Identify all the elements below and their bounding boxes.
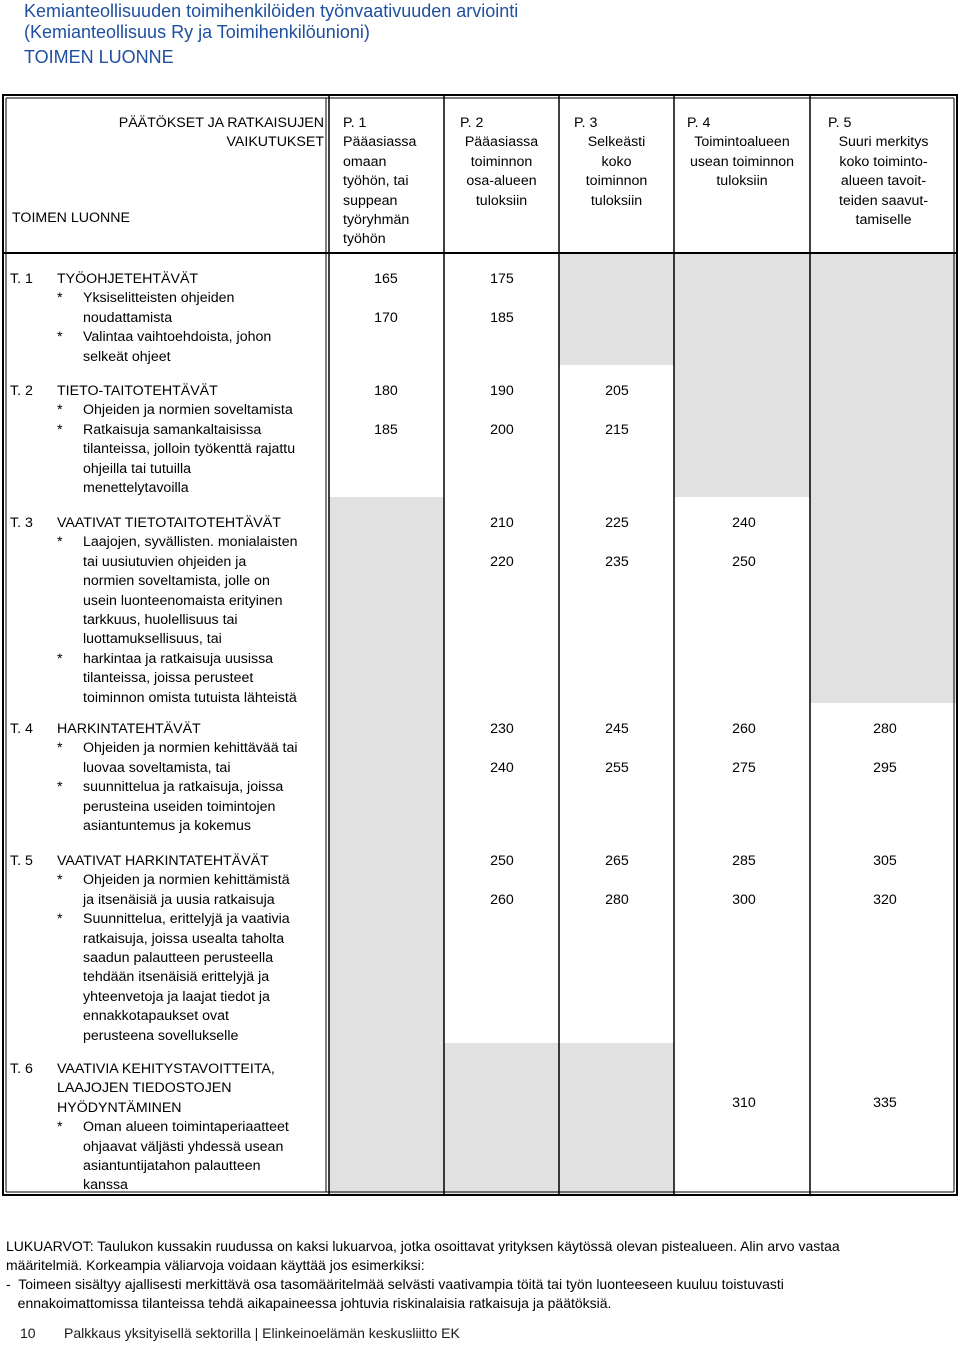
point-value: 250 bbox=[490, 853, 514, 869]
header-corner-line: PÄÄTÖKSET JA RATKAISUJEN bbox=[118, 115, 324, 131]
header-column-line: usean toiminnon bbox=[689, 153, 795, 170]
shaded-cell bbox=[810, 497, 957, 703]
row-item-text: ratkaisuja, joissa usealta taholta bbox=[83, 930, 285, 947]
row-description bbox=[57, 514, 298, 708]
row-item-text: ohjaavat väljästi yhdessä usean bbox=[83, 1138, 284, 1155]
row-item-line bbox=[57, 669, 298, 688]
point-value: 230 bbox=[490, 721, 514, 737]
row-item-text: ja itsenäisiä ja uusia ratkaisuja bbox=[83, 891, 275, 908]
shaded-cell bbox=[329, 1043, 444, 1195]
row-title: LAAJOJEN TIEDOSTOJEN bbox=[57, 1080, 232, 1097]
header-column-code: P. 1 bbox=[343, 115, 367, 131]
page-number: 10 bbox=[20, 1325, 36, 1341]
row-item-line bbox=[57, 949, 290, 968]
row-title: VAATIVAT TIETOTAITOTEHTÄVÄT bbox=[57, 515, 281, 531]
row-item-text: tilanteissa, jolloin työkenttä rajattu bbox=[83, 441, 296, 458]
header-column-p3 bbox=[559, 114, 674, 211]
row-item-text: yhteenvetoja ja laajat tiedot ja bbox=[83, 988, 270, 1005]
point-value: 275 bbox=[732, 760, 756, 776]
point-value: 240 bbox=[732, 515, 756, 531]
row-description bbox=[57, 1060, 289, 1196]
row-item-line bbox=[57, 460, 295, 479]
point-value: 255 bbox=[605, 760, 629, 776]
shaded-cell bbox=[674, 365, 810, 497]
row-item-text: kanssa bbox=[83, 1177, 128, 1194]
page-footer bbox=[20, 1325, 460, 1341]
row-item-text: Valintaa vaihtoehdoista, johon bbox=[83, 329, 272, 346]
header-column-code: P. 3 bbox=[574, 115, 598, 131]
shaded-cell bbox=[810, 253, 957, 365]
legend-line-3: - Toimeen sisältyy ajallisesti merkittävä osa tasomääritelmää selvästi vaativampia töitä tai työn luonteeseen kuuluu toistuvasti bbox=[6, 1276, 784, 1292]
row-item-line bbox=[57, 1118, 289, 1137]
row-item-text: normien soveltamista, jolle on bbox=[83, 573, 270, 590]
row-item-text: noudattamista bbox=[83, 309, 173, 326]
row-item-text: luottamuksellisuus, tai bbox=[83, 631, 222, 648]
row-item-text: asiantuntemus ja kokemus bbox=[83, 818, 251, 835]
header-corner-top bbox=[92, 114, 324, 153]
header-column-line: tamiselle bbox=[855, 212, 912, 229]
row-title: VAATIVAT HARKINTATEHTÄVÄT bbox=[57, 853, 269, 869]
point-value: 190 bbox=[490, 383, 514, 399]
row-code: T. 1 bbox=[10, 271, 33, 287]
row-item-line bbox=[57, 778, 298, 797]
bullet-marker: * bbox=[57, 740, 63, 757]
row-item-text: luovaa soveltamista, tai bbox=[83, 759, 231, 776]
shaded-cell bbox=[444, 1043, 559, 1195]
row-code: T. 3 bbox=[10, 515, 33, 531]
point-value: 245 bbox=[605, 721, 629, 737]
point-value: 215 bbox=[605, 422, 629, 438]
legend-line-2: määritelmiä. Korkeampia väliarvoja voidaan käyttää jos esimerkiksi: bbox=[6, 1257, 425, 1273]
row-description bbox=[57, 720, 298, 836]
point-value: 170 bbox=[374, 310, 398, 326]
row-item-text: Ohjeiden ja normien soveltamista bbox=[83, 402, 293, 419]
bullet-marker: * bbox=[57, 1119, 63, 1136]
shaded-cell bbox=[810, 365, 957, 497]
header-column-line: tuloksiin bbox=[475, 192, 528, 209]
row-item-line bbox=[57, 1176, 289, 1195]
shaded-cell bbox=[329, 835, 444, 1043]
point-value: 220 bbox=[490, 554, 514, 570]
header-corner-line: VAIKUTUKSET bbox=[226, 134, 324, 151]
shaded-cell bbox=[559, 1043, 674, 1195]
header-column-line: toiminnon bbox=[470, 153, 533, 170]
row-item-text: suunnittelua ja ratkaisuja, joissa bbox=[83, 779, 284, 796]
shaded-cell bbox=[559, 253, 674, 365]
point-value: 185 bbox=[374, 422, 398, 438]
row-item-line bbox=[57, 553, 298, 572]
row-item-text: tilanteissa, joissa perusteet bbox=[83, 670, 254, 687]
row-item-line bbox=[57, 572, 298, 591]
bullet-marker: * bbox=[57, 534, 63, 551]
row-item-line bbox=[57, 440, 295, 459]
header-column-p5 bbox=[810, 114, 957, 230]
point-value: 280 bbox=[605, 892, 629, 908]
row-item-text: Yksiselitteisten ohjeiden bbox=[83, 290, 235, 307]
row-item-text: perusteena sovellukselle bbox=[83, 1027, 239, 1044]
row-item-text: ohjeilla tai tutuilla bbox=[83, 460, 192, 477]
header-column-line: koko toiminto- bbox=[839, 153, 928, 170]
shaded-cell bbox=[329, 497, 444, 703]
row-item-text: selkeät ohjeet bbox=[83, 348, 171, 365]
header-column-code: P. 4 bbox=[687, 115, 711, 131]
row-item-line bbox=[57, 479, 295, 498]
row-item-text: tai uusiutuvien ohjeiden ja bbox=[83, 553, 247, 570]
document-subtitle: (Kemianteollisuus Ry ja Toimihenkilöunioni) bbox=[24, 22, 370, 42]
row-item-line bbox=[57, 871, 290, 890]
point-value: 305 bbox=[873, 853, 897, 869]
point-value: 295 bbox=[873, 760, 897, 776]
row-description bbox=[57, 852, 290, 1046]
row-item-text: Ohjeiden ja normien kehittämistä bbox=[83, 872, 290, 889]
header-column-code: P. 5 bbox=[828, 115, 852, 131]
row-code: T. 5 bbox=[10, 853, 33, 869]
header-column-line: osa-alueen bbox=[466, 173, 537, 190]
row-item-text: saadun palautteen perusteella bbox=[83, 950, 274, 967]
header-column-p1 bbox=[343, 114, 416, 250]
header-column-line: suppean bbox=[343, 192, 398, 209]
row-item-text: Oman alueen toimintaperiaatteet bbox=[83, 1119, 289, 1136]
row-item-line bbox=[57, 611, 298, 630]
section-title: TOIMEN LUONNE bbox=[24, 47, 174, 67]
header-column-line: tuloksiin bbox=[590, 192, 643, 209]
point-value: 210 bbox=[490, 515, 514, 531]
bullet-marker: * bbox=[57, 290, 63, 307]
point-value: 235 bbox=[605, 554, 629, 570]
shaded-cell bbox=[674, 253, 810, 365]
point-value: 320 bbox=[873, 892, 897, 908]
row-item-text: Ohjeiden ja normien kehittävää tai bbox=[83, 740, 298, 757]
point-value: 265 bbox=[605, 853, 629, 869]
row-item-line bbox=[57, 348, 271, 367]
row-item-text: Ratkaisuja samankaltaisissa bbox=[83, 421, 262, 438]
point-value: 205 bbox=[605, 383, 629, 399]
row-code: T. 4 bbox=[10, 721, 33, 737]
legend-line-1: LUKUARVOT: Taulukon kussakin ruudussa on kaksi lukuarvoa, jotka osoittavat yrityksen käytössä olevan pistealueen. Alin arvo vastaa bbox=[6, 1238, 840, 1254]
header-column-line: työhön bbox=[343, 231, 386, 248]
row-code: T. 6 bbox=[10, 1061, 33, 1077]
row-item-line bbox=[57, 739, 298, 758]
row-item-text: ennakkotapaukset ovat bbox=[83, 1008, 229, 1025]
point-value: 250 bbox=[732, 554, 756, 570]
point-value: 200 bbox=[490, 422, 514, 438]
point-value: 260 bbox=[732, 721, 756, 737]
point-value: 260 bbox=[490, 892, 514, 908]
bullet-marker: * bbox=[57, 421, 63, 438]
row-item-line bbox=[57, 988, 290, 1007]
row-item-line bbox=[57, 930, 290, 949]
header-column-p4 bbox=[674, 114, 810, 192]
row-item-line bbox=[57, 309, 271, 328]
header-column-line: Pääasiassa bbox=[464, 134, 539, 151]
point-value: 175 bbox=[490, 271, 514, 287]
row-item-text: tarkkuus, huolellisuus tai bbox=[83, 612, 238, 629]
header-column-code: P. 2 bbox=[460, 115, 484, 131]
bullet-marker: * bbox=[57, 872, 63, 889]
row-item-line bbox=[57, 533, 298, 552]
point-value: 335 bbox=[873, 1095, 897, 1111]
row-title: TIETO-TAITOTEHTÄVÄT bbox=[57, 383, 218, 399]
header-column-line: koko bbox=[601, 153, 632, 170]
row-code: T. 2 bbox=[10, 383, 33, 399]
row-item-text: asiantuntijatahon palautteen bbox=[83, 1158, 261, 1175]
point-value: 310 bbox=[732, 1095, 756, 1111]
point-value: 225 bbox=[605, 515, 629, 531]
row-item-text: menettelytavoilla bbox=[83, 480, 189, 497]
point-value: 240 bbox=[490, 760, 514, 776]
row-item-line bbox=[57, 1007, 290, 1026]
row-item-line bbox=[57, 289, 271, 308]
row-item-text: harkintaa ja ratkaisuja uusissa bbox=[83, 650, 274, 667]
header-column-line: Selkeästi bbox=[587, 134, 646, 151]
row-item-line bbox=[57, 650, 298, 669]
row-item-line bbox=[57, 817, 298, 836]
row-item-line bbox=[57, 968, 290, 987]
bullet-marker: * bbox=[57, 402, 63, 419]
bullet-marker: * bbox=[57, 650, 63, 667]
header-column-line: Suuri merkitys bbox=[838, 134, 929, 151]
row-item-text: tehdään itsenäisiä erittelyjä ja bbox=[83, 969, 270, 986]
bullet-marker: * bbox=[57, 911, 63, 928]
header-column-line: omaan bbox=[343, 153, 387, 170]
point-value: 165 bbox=[374, 271, 398, 287]
point-value: 285 bbox=[732, 853, 756, 869]
header-column-line: Toimintoalueen bbox=[694, 134, 790, 151]
row-item-line bbox=[57, 798, 298, 817]
row-item-line bbox=[57, 891, 290, 910]
row-item-line bbox=[57, 421, 295, 440]
row-item-line bbox=[57, 401, 295, 420]
row-title: HARKINTATEHTÄVÄT bbox=[57, 721, 201, 737]
header-column-line: alueen tavoit- bbox=[840, 173, 927, 190]
row-item-line bbox=[57, 1027, 290, 1046]
row-item-line bbox=[57, 759, 298, 778]
header-column-p2 bbox=[444, 114, 559, 211]
header-column-line: työhön, tai bbox=[343, 173, 409, 190]
document-title: Kemianteollisuuden toimihenkilöiden työnvaativuuden arviointi bbox=[24, 1, 519, 21]
legend-line-4: ennakoimattomissa tilanteissa tehdä aikapaineessa johtuvia riskinalaisia ratkaisuja ja päätöksiä. bbox=[6, 1295, 612, 1311]
point-value: 280 bbox=[873, 721, 897, 737]
row-item-text: perusteina useiden toimintojen bbox=[83, 798, 276, 815]
point-value: 185 bbox=[490, 310, 514, 326]
row-item-line bbox=[57, 1138, 289, 1157]
header-column-line: Pääasiassa bbox=[343, 134, 417, 151]
shaded-cell bbox=[329, 703, 444, 835]
header-corner-bottom: TOIMEN LUONNE bbox=[12, 210, 130, 226]
header-column-line: teiden saavut- bbox=[838, 192, 929, 209]
row-item-line bbox=[57, 592, 298, 611]
row-title: TYÖOHJETEHTÄVÄT bbox=[57, 271, 199, 287]
bullet-marker: * bbox=[57, 329, 63, 346]
row-item-text: Laajojen, syvällisten. monialaisten bbox=[83, 534, 298, 551]
row-item-line bbox=[57, 910, 290, 929]
row-item-text: toiminnon omista tutuista lähteistä bbox=[83, 689, 297, 706]
point-value: 180 bbox=[374, 383, 398, 399]
point-value: 300 bbox=[732, 892, 756, 908]
row-description bbox=[57, 270, 271, 367]
header-column-line: tuloksiin bbox=[716, 173, 768, 190]
row-item-line bbox=[57, 630, 298, 649]
row-description bbox=[57, 382, 295, 498]
row-item-text: Suunnittelua, erittelyjä ja vaativia bbox=[83, 911, 290, 928]
bullet-marker: * bbox=[57, 779, 63, 796]
header-column-line: toiminnon bbox=[585, 173, 648, 190]
row-title: VAATIVIA KEHITYSTAVOITTEITA, bbox=[57, 1061, 275, 1077]
footer-text: Palkkaus yksityisellä sektorilla | Elinkeinoelämän keskusliitto EK bbox=[64, 1325, 460, 1341]
row-item-line bbox=[57, 328, 271, 347]
row-title: HYÖDYNTÄMINEN bbox=[57, 1099, 182, 1116]
header-column-line: työryhmän bbox=[343, 212, 410, 229]
row-item-text: usein luonteenomaista erityinen bbox=[83, 592, 283, 609]
row-item-line bbox=[57, 689, 298, 708]
row-item-line bbox=[57, 1157, 289, 1176]
